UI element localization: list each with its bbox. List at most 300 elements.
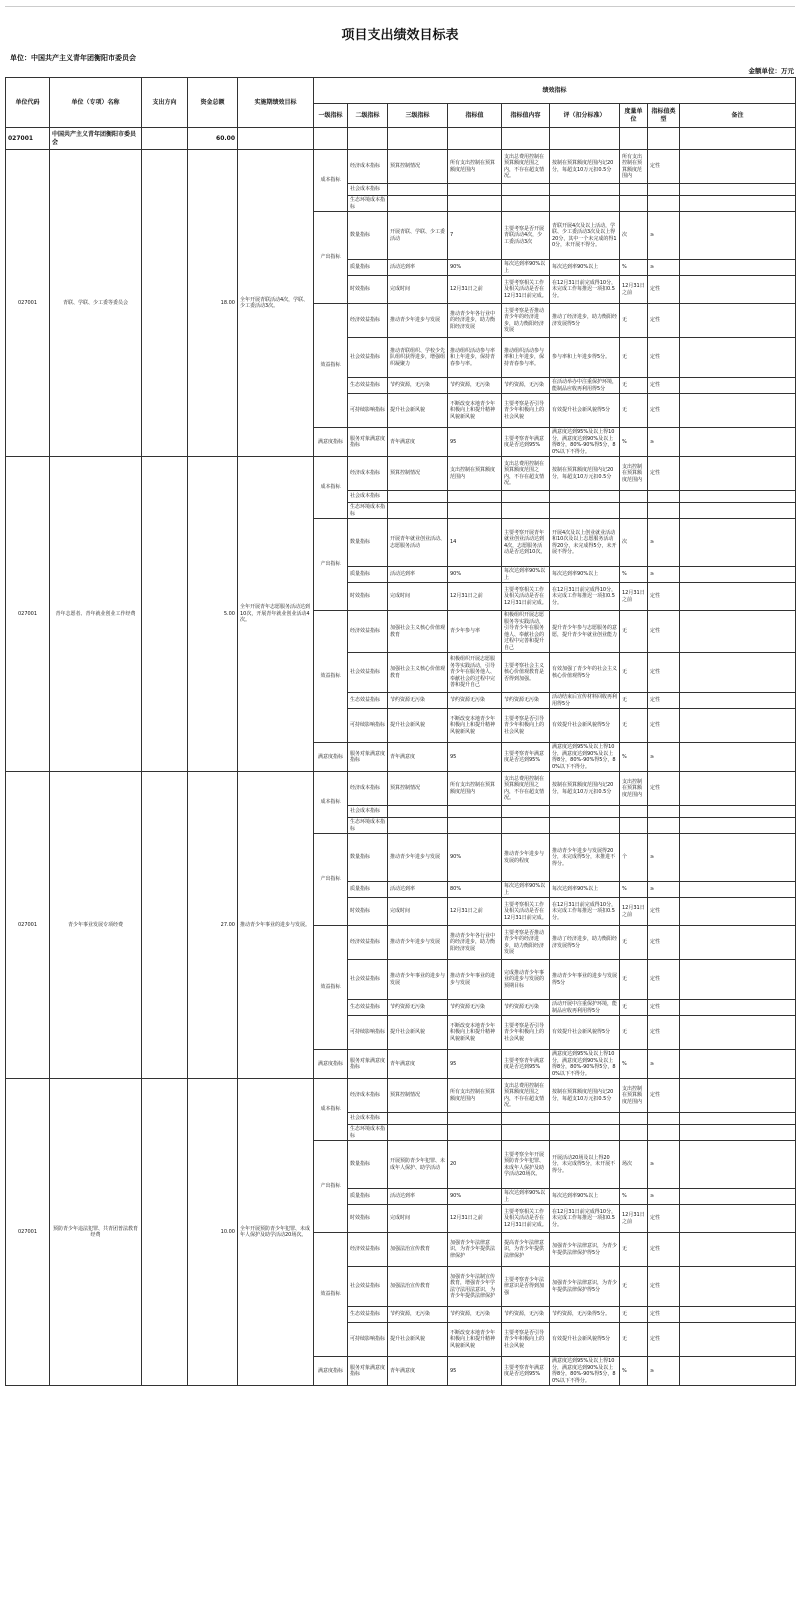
indicator-content: 支出总费用控制在预算额度范围之内，不存在超支情况。	[502, 1079, 550, 1113]
indicator-type: 定性	[648, 1205, 680, 1233]
indicator-note	[680, 338, 796, 378]
indicator-l3: 推动青少年进步与发展	[388, 304, 448, 338]
indicator-l3	[388, 806, 448, 818]
indicator-l2: 社会成本指标	[348, 806, 388, 818]
indicator-value: 不断改变本地青少年积极向上和提升精神风貌新风貌	[448, 1323, 502, 1357]
indicator-type: 定性	[648, 611, 680, 653]
indicator-measure: 次	[620, 519, 648, 567]
indicator-l3: 完成时间	[388, 898, 448, 926]
indicator-score: 在12月31日前完成得10分，未完成工作每推迟一项扣0.5分。	[550, 1205, 620, 1233]
indicator-score: 按制在预算额度范围内记20分，每超支10万元扣0.5分	[550, 150, 620, 184]
indicator-type: 定性	[648, 1016, 680, 1050]
indicator-measure: 无	[620, 1307, 648, 1323]
performance-table	[5, 77, 796, 1386]
indicator-measure	[620, 503, 648, 519]
indicator-l2: 数量指标	[348, 519, 388, 567]
indicator-score: 开展4次及以上创业就业活动和10次及以上志愿服务活动得20分，未完成得5分，未开展不得分。	[550, 519, 620, 567]
indicator-score: 满意度达到95%及以上得10分，满意度达到90%及以上得8分，80%-90%得5分，80%以下不得分。	[550, 428, 620, 457]
indicator-content: 主要考察青年满意度是否达到95%	[502, 428, 550, 457]
indicator-l3: 开展预防青少年犯罪、未成年人保护、助学活动	[388, 1141, 448, 1189]
indicator-value: 20	[448, 1141, 502, 1189]
indicator-type: 定性	[648, 1267, 680, 1307]
indicator-l1: 满意度指标	[314, 428, 348, 457]
project-code: 027001	[6, 457, 50, 772]
indicator-l3: 活动达到率	[388, 567, 448, 583]
indicator-value: 节约资源，无污染	[448, 378, 502, 394]
indicator-content: 主要考察开展青年就业创业活动达到4次，志愿服务活动是否达到10次。	[502, 519, 550, 567]
indicator-content: 主要考察青少年法律意识是否得到加强	[502, 1267, 550, 1307]
indicator-value: 节约资源无污染	[448, 693, 502, 709]
header-value: 指标值	[448, 104, 502, 128]
indicator-note	[680, 196, 796, 212]
indicator-measure: 支出控制在预算额度范围内	[620, 772, 648, 806]
indicator-measure: 无	[620, 926, 648, 960]
indicator-l2: 可持续影响指标	[348, 1323, 388, 1357]
indicator-note	[680, 772, 796, 806]
indicator-measure: %	[620, 743, 648, 772]
indicator-type: 定性	[648, 394, 680, 428]
indicator-note	[680, 926, 796, 960]
project-name: 青年志愿者、青年就业创业工作经费	[50, 457, 142, 772]
indicator-type: 定性	[648, 1323, 680, 1357]
indicator-note	[680, 491, 796, 503]
page-title: 项目支出绩效目标表	[341, 28, 459, 43]
indicator-content: 主要考察青年满意度是否达到95%	[502, 743, 550, 772]
indicator-l2: 社会效益指标	[348, 338, 388, 378]
indicator-l2: 经济效益指标	[348, 926, 388, 960]
indicator-l3: 青年满意度	[388, 1357, 448, 1386]
indicator-note	[680, 834, 796, 882]
header-l2: 二级指标	[348, 104, 388, 128]
project-direction	[142, 1079, 188, 1386]
indicator-content: 完成推动青少年事业的进步与发展的预期目标	[502, 960, 550, 1000]
indicator-l3: 活动达到率	[388, 260, 448, 276]
indicator-value: 80%	[448, 882, 502, 898]
indicator-type: ≥	[648, 567, 680, 583]
project-total: 5.00	[188, 457, 238, 772]
indicator-l3: 提升社会新风貌	[388, 1323, 448, 1357]
indicator-note	[680, 1189, 796, 1205]
indicator-score: 按制在预算额度范围内记20分，每超支10万元扣0.5分	[550, 457, 620, 491]
indicator-value: 90%	[448, 567, 502, 583]
indicator-score: 推动了经济进步，助力衡阳经济发展得5分	[550, 304, 620, 338]
project-code: 027001	[6, 772, 50, 1079]
indicator-content	[502, 184, 550, 196]
indicator-type: 定性	[648, 276, 680, 304]
indicator-note	[680, 394, 796, 428]
indicator-note	[680, 457, 796, 491]
indicator-l3: 提升社会新风貌	[388, 709, 448, 743]
indicator-note	[680, 818, 796, 834]
indicator-score	[550, 503, 620, 519]
indicator-note	[680, 428, 796, 457]
indicator-note	[680, 184, 796, 196]
indicator-value: 加强青少年法律意识，为青少年提供法律保护	[448, 1233, 502, 1267]
project-goal: 全年开展青年志愿服务活动达到10次，开展青年就业创业活动4次。	[238, 457, 314, 772]
indicator-note	[680, 1000, 796, 1016]
unit-label: 单位：中国共产主义青年团衡阳市委员会	[10, 54, 136, 62]
indicator-note	[680, 260, 796, 276]
indicator-l2: 生态环境成本指标	[348, 818, 388, 834]
indicator-type: ≥	[648, 212, 680, 260]
header-note: 备注	[680, 104, 796, 128]
indicator-l1: 产出指标	[314, 834, 348, 926]
indicator-content: 每次达到率90%以上	[502, 882, 550, 898]
indicator-note	[680, 709, 796, 743]
indicator-note	[680, 693, 796, 709]
header-type: 指标值类型	[648, 104, 680, 128]
indicator-measure: 支出控制在预算额度范围内	[620, 457, 648, 491]
indicator-l2: 可持续影响指标	[348, 709, 388, 743]
indicator-measure: %	[620, 1050, 648, 1079]
indicator-measure	[620, 1125, 648, 1141]
indicator-measure: 无	[620, 709, 648, 743]
indicator-score	[550, 806, 620, 818]
indicator-score: 按制在预算额度范围内记20分，每超支10万元扣0.5分	[550, 1079, 620, 1113]
indicator-type: 定性	[648, 1079, 680, 1113]
indicator-l3: 预算控制情况	[388, 1079, 448, 1113]
indicator-score: 活动开展中注重保护环境，能制品应收再利用得5分	[550, 1000, 620, 1016]
money-unit: 金额单位：万元	[748, 67, 794, 75]
indicator-l3: 活动达到率	[388, 882, 448, 898]
indicator-l3: 完成时间	[388, 1205, 448, 1233]
indicator-score: 提升青少年参与志愿服务的意愿，提升青少年就业创业能力	[550, 611, 620, 653]
indicator-l3	[388, 503, 448, 519]
header-l3: 三级指标	[388, 104, 448, 128]
header-score: 评（扣分标准）	[550, 104, 620, 128]
indicator-note	[680, 882, 796, 898]
indicator-l3	[388, 818, 448, 834]
indicator-l3: 加强法治宣传教育	[388, 1233, 448, 1267]
indicator-content: 推动组织活动参与率和上年进步，保持青春参与率。	[502, 338, 550, 378]
indicator-l1: 成本指标	[314, 457, 348, 519]
indicator-type: ≥	[648, 428, 680, 457]
indicator-type: 定性	[648, 1000, 680, 1016]
indicator-measure	[620, 818, 648, 834]
indicator-value: 90%	[448, 260, 502, 276]
indicator-value: 推动青少年事业的进步与发展	[448, 960, 502, 1000]
indicator-score: 加强青少年法律意识，为青少年提供法律保护得5分	[550, 1267, 620, 1307]
indicator-value	[448, 1113, 502, 1125]
indicator-measure: 无	[620, 1233, 648, 1267]
indicator-score	[550, 1125, 620, 1141]
indicator-l2: 时效指标	[348, 583, 388, 611]
indicator-measure: 场次	[620, 1141, 648, 1189]
indicator-value: 95	[448, 743, 502, 772]
indicator-score	[550, 491, 620, 503]
indicator-l3: 节约资源无污染	[388, 693, 448, 709]
indicator-value: 90%	[448, 834, 502, 882]
indicator-score	[550, 818, 620, 834]
indicator-l3: 加强法治宣传教育	[388, 1267, 448, 1307]
header-measure: 度量单位	[620, 104, 648, 128]
indicator-score: 每次达到率90%以上	[550, 260, 620, 276]
indicator-l3: 活动达到率	[388, 1189, 448, 1205]
indicator-l3: 节约资源，无污染	[388, 1307, 448, 1323]
indicator-value: 积极组织开展志愿服务等实践活动，引导青少年在服务他人、奉献社会的过程中完善和提升自己	[448, 653, 502, 693]
indicator-measure: 无	[620, 1323, 648, 1357]
indicator-note	[680, 1205, 796, 1233]
indicator-measure: 所有支出控制在预算额度范围内	[620, 150, 648, 184]
indicator-value: 7	[448, 212, 502, 260]
indicator-value: 青少年参与率	[448, 611, 502, 653]
indicator-measure: 12月31日之前	[620, 898, 648, 926]
indicator-value: 12月31日之前	[448, 276, 502, 304]
project-code: 027001	[6, 1079, 50, 1386]
project-total: 27.00	[188, 772, 238, 1079]
indicator-measure: 无	[620, 653, 648, 693]
indicator-l2: 生态环境成本指标	[348, 1125, 388, 1141]
indicator-type: 定性	[648, 709, 680, 743]
indicator-type: ≥	[648, 834, 680, 882]
indicator-score: 推动青少年事业的进步与发展得5分	[550, 960, 620, 1000]
indicator-content: 主要考察是否推动青少年的经济进步，助力衡阳经济发展	[502, 926, 550, 960]
indicator-content: 主要考察社会主义核心价值观教育是否得到加强。	[502, 653, 550, 693]
project-goal: 全年开展预防青少年犯罪、未成年人保护及助学活动20场次。	[238, 1079, 314, 1386]
indicator-value: 不断改变本地青少年积极向上和提升精神风貌新风貌	[448, 709, 502, 743]
indicator-type: 定性	[648, 653, 680, 693]
indicator-measure: 无	[620, 1016, 648, 1050]
indicator-type: 定性	[648, 693, 680, 709]
indicator-l3: 推动青联组织、学校少先队组织获得进步，增强组织凝聚力	[388, 338, 448, 378]
indicator-type	[648, 491, 680, 503]
indicator-score: 有效提升社会新风貌得5分	[550, 1016, 620, 1050]
indicator-content	[502, 1113, 550, 1125]
indicator-score: 活动结束后宣传材料回收再利用得5分	[550, 693, 620, 709]
indicator-measure: 无	[620, 338, 648, 378]
indicator-note	[680, 806, 796, 818]
indicator-note	[680, 1233, 796, 1267]
indicator-l3	[388, 196, 448, 212]
indicator-content: 主要考察青年满意度是否达到95%	[502, 1050, 550, 1079]
indicator-content: 节约资源无污染	[502, 1000, 550, 1016]
indicator-measure: %	[620, 260, 648, 276]
indicator-l3: 青年满意度	[388, 428, 448, 457]
indicator-note	[680, 583, 796, 611]
indicator-measure: 支出控制在预算额度范围内	[620, 1079, 648, 1113]
indicator-measure: %	[620, 882, 648, 898]
indicator-content	[502, 491, 550, 503]
indicator-type: 定性	[648, 378, 680, 394]
indicator-type: ≥	[648, 1141, 680, 1189]
indicator-measure: 无	[620, 304, 648, 338]
indicator-l2: 社会成本指标	[348, 1113, 388, 1125]
indicator-measure	[620, 184, 648, 196]
indicator-type	[648, 1125, 680, 1141]
indicator-value	[448, 184, 502, 196]
indicator-score: 按制在预算额度范围内记20分，每超支10万元扣0.5分	[550, 772, 620, 806]
indicator-l2: 可持续影响指标	[348, 1016, 388, 1050]
indicator-value: 推动组织活动参与率和上年进步，保持青春参与率。	[448, 338, 502, 378]
indicator-value: 12月31日之前	[448, 1205, 502, 1233]
indicator-l2: 经济成本指标	[348, 150, 388, 184]
indicator-measure: 无	[620, 378, 648, 394]
indicator-content	[502, 196, 550, 212]
indicator-l2: 经济成本指标	[348, 772, 388, 806]
indicator-content: 主要考察是否开展青联活动4次，少工委活动3次	[502, 212, 550, 260]
indicator-measure	[620, 491, 648, 503]
indicator-note	[680, 519, 796, 567]
indicator-measure: 无	[620, 611, 648, 653]
indicator-content: 主要考察是否引导青少年积极向上的社会风貌	[502, 1323, 550, 1357]
indicator-l2: 经济效益指标	[348, 1233, 388, 1267]
indicator-l3	[388, 1113, 448, 1125]
indicator-content: 支出总费用控制在预算额度范围之内，不存在超支情况。	[502, 772, 550, 806]
indicator-l3: 推动青少年事业的进步与发展	[388, 960, 448, 1000]
indicator-l3: 预算控制情况	[388, 457, 448, 491]
indicator-l2: 时效指标	[348, 1205, 388, 1233]
indicator-l3: 节约资源，无污染	[388, 378, 448, 394]
indicator-score: 满意度达到95%及以上得10分，满意度达到90%及以上得8分，80%-90%得5分，80%以下不得分。	[550, 1357, 620, 1386]
indicator-content: 主要考察是否引导青少年积极向上的社会风貌	[502, 1016, 550, 1050]
indicator-score: 有效提升社会新风貌得5分	[550, 1323, 620, 1357]
project-total: 10.00	[188, 1079, 238, 1386]
indicator-l3	[388, 1125, 448, 1141]
indicator-score: 推动了经济进步，助力衡阳经济发展得5分	[550, 926, 620, 960]
indicator-value: 所有支出控制在预算额度范围内	[448, 772, 502, 806]
indicator-score: 开展活动20场及以上得20分，未完成得5分，未开展不得分。	[550, 1141, 620, 1189]
indicator-type: 定性	[648, 960, 680, 1000]
indicator-value: 95	[448, 1357, 502, 1386]
indicator-measure: 12月31日之前	[620, 276, 648, 304]
indicator-type: ≥	[648, 882, 680, 898]
project-direction	[142, 457, 188, 772]
indicator-measure	[620, 1113, 648, 1125]
indicator-note	[680, 276, 796, 304]
indicator-content: 提高青少年法律意识，为青少年提供法律保护	[502, 1233, 550, 1267]
indicator-score: 节约资源，无污染得5分。	[550, 1307, 620, 1323]
project-goal: 全年开展青联活动4次，学联、少工委活动3次。	[238, 150, 314, 457]
indicator-note	[680, 1016, 796, 1050]
indicator-l1: 效益指标	[314, 611, 348, 743]
indicator-l3: 青年满意度	[388, 1050, 448, 1079]
indicator-l2: 生态环境成本指标	[348, 196, 388, 212]
header-perf: 绩效指标	[314, 78, 796, 104]
indicator-content: 每次达到率90%以上	[502, 567, 550, 583]
indicator-l2: 经济成本指标	[348, 457, 388, 491]
indicator-score: 每次达到率90%以上	[550, 567, 620, 583]
indicator-type: ≥	[648, 260, 680, 276]
project-total: 18.00	[188, 150, 238, 457]
indicator-score	[550, 1113, 620, 1125]
indicator-score: 青联开展4次及以上活动，学联、少工委活动3次及以上得20分，其中一个未完成的得10分，未开展不得分。	[550, 212, 620, 260]
project-name: 预防青少年违法犯罪、共青团普法教育经费	[50, 1079, 142, 1386]
indicator-measure: 12月31日之前	[620, 1205, 648, 1233]
indicator-measure: 无	[620, 960, 648, 1000]
indicator-score: 在12月31日前完成得10分，未完成工作每推迟一项扣0.5分。	[550, 898, 620, 926]
indicator-content: 主要考察相关工作及相关活动是否在12月31日前完成。	[502, 276, 550, 304]
indicator-l3: 节约资源无污染	[388, 1000, 448, 1016]
indicator-score: 在12月31日前完成得10分，未完成工作每推迟一项扣0.5分。	[550, 583, 620, 611]
indicator-measure: %	[620, 428, 648, 457]
indicator-l3: 预算控制情况	[388, 772, 448, 806]
indicator-note	[680, 378, 796, 394]
indicator-value: 不断改变本地青少年积极向上和提升精神风貌新风貌	[448, 1016, 502, 1050]
indicator-l3: 预算控制情况	[388, 150, 448, 184]
indicator-content: 节约资源，无污染	[502, 1307, 550, 1323]
indicator-type: ≥	[648, 519, 680, 567]
indicator-l2: 时效指标	[348, 898, 388, 926]
indicator-measure	[620, 196, 648, 212]
indicator-measure	[620, 806, 648, 818]
indicator-measure: %	[620, 1357, 648, 1386]
project-name: 青少年事业发展专项经费	[50, 772, 142, 1079]
indicator-measure: 无	[620, 1267, 648, 1307]
indicator-l2: 生态效益指标	[348, 1307, 388, 1323]
indicator-content	[502, 806, 550, 818]
header-code: 单位代码	[6, 78, 50, 128]
indicator-l2: 生态效益指标	[348, 693, 388, 709]
indicator-measure: 12月31日之前	[620, 583, 648, 611]
indicator-note	[680, 567, 796, 583]
indicator-score	[550, 184, 620, 196]
indicator-l2: 生态效益指标	[348, 1000, 388, 1016]
project-goal: 推动青少年事业的进步与发展。	[238, 772, 314, 1079]
indicator-content: 节约资源无污染	[502, 693, 550, 709]
indicator-value	[448, 818, 502, 834]
indicator-value: 95	[448, 1050, 502, 1079]
summary-row	[6, 128, 796, 150]
indicator-l3: 推动青少年进步与发展	[388, 834, 448, 882]
indicator-note	[680, 1079, 796, 1113]
indicator-measure: 无	[620, 1000, 648, 1016]
indicator-note	[680, 1323, 796, 1357]
indicator-l3: 开展青年就业创业活动、志愿服务活动	[388, 519, 448, 567]
indicator-content: 主要考察青年满意度是否达到95%	[502, 1357, 550, 1386]
indicator-l1: 效益指标	[314, 304, 348, 428]
indicator-note	[680, 1125, 796, 1141]
indicator-l2: 社会成本指标	[348, 491, 388, 503]
indicator-content: 主要考察相关工作及相关活动是否在12月31日前完成。	[502, 898, 550, 926]
table-row	[6, 457, 796, 491]
indicator-type: 定性	[648, 583, 680, 611]
indicator-l2: 社会成本指标	[348, 184, 388, 196]
indicator-score: 在活动举办中注重保护环境，能制品应收再利用得5分	[550, 378, 620, 394]
indicator-l2: 经济效益指标	[348, 304, 388, 338]
indicator-value	[448, 1125, 502, 1141]
indicator-content: 积极组织开展志愿服务等实践活动，引导青少年在服务他人、奉献社会的过程中完善和提升自己	[502, 611, 550, 653]
indicator-score: 推动青少年进步与发展得20分，未完成得5分，未推进不得分。	[550, 834, 620, 882]
indicator-score: 每次达到率90%以上	[550, 882, 620, 898]
indicator-score: 满意度达到95%及以上得10分，满意度达到90%及以上得8分，80%-90%得5分，80%以下不得分。	[550, 743, 620, 772]
indicator-measure: 无	[620, 394, 648, 428]
indicator-content: 支出总费用控制在预算额度范围之内，不存在超支情况。	[502, 457, 550, 491]
indicator-value: 90%	[448, 1189, 502, 1205]
indicator-value: 推动青少年各行业中的经济进步，助力衡阳经济发展	[448, 926, 502, 960]
indicator-note	[680, 212, 796, 260]
indicator-l1: 效益指标	[314, 926, 348, 1050]
indicator-measure: 次	[620, 212, 648, 260]
indicator-value	[448, 491, 502, 503]
indicator-note	[680, 898, 796, 926]
indicator-type: 定性	[648, 1233, 680, 1267]
indicator-note	[680, 304, 796, 338]
indicator-content: 主要考察是否引导青少年积极向上的社会风貌	[502, 709, 550, 743]
indicator-content: 节约资源，无污染	[502, 378, 550, 394]
indicator-type	[648, 818, 680, 834]
indicator-type	[648, 196, 680, 212]
indicator-content: 主要考察相关工作及相关活动是否在12月31日前完成。	[502, 583, 550, 611]
indicator-note	[680, 1267, 796, 1307]
indicator-type: ≥	[648, 743, 680, 772]
indicator-score: 有效加强了青少年的社会主义核心价值观得5分	[550, 653, 620, 693]
indicator-content: 主要考察是否引导青少年积极向上的社会风貌	[502, 394, 550, 428]
indicator-content: 支出总费用控制在预算额度范围之内，不存在超支情况。	[502, 150, 550, 184]
indicator-score: 参与率和上年进步得5分。	[550, 338, 620, 378]
indicator-type: 定性	[648, 1307, 680, 1323]
indicator-l2: 服务对象满意度指标	[348, 1357, 388, 1386]
indicator-l2: 质量指标	[348, 567, 388, 583]
